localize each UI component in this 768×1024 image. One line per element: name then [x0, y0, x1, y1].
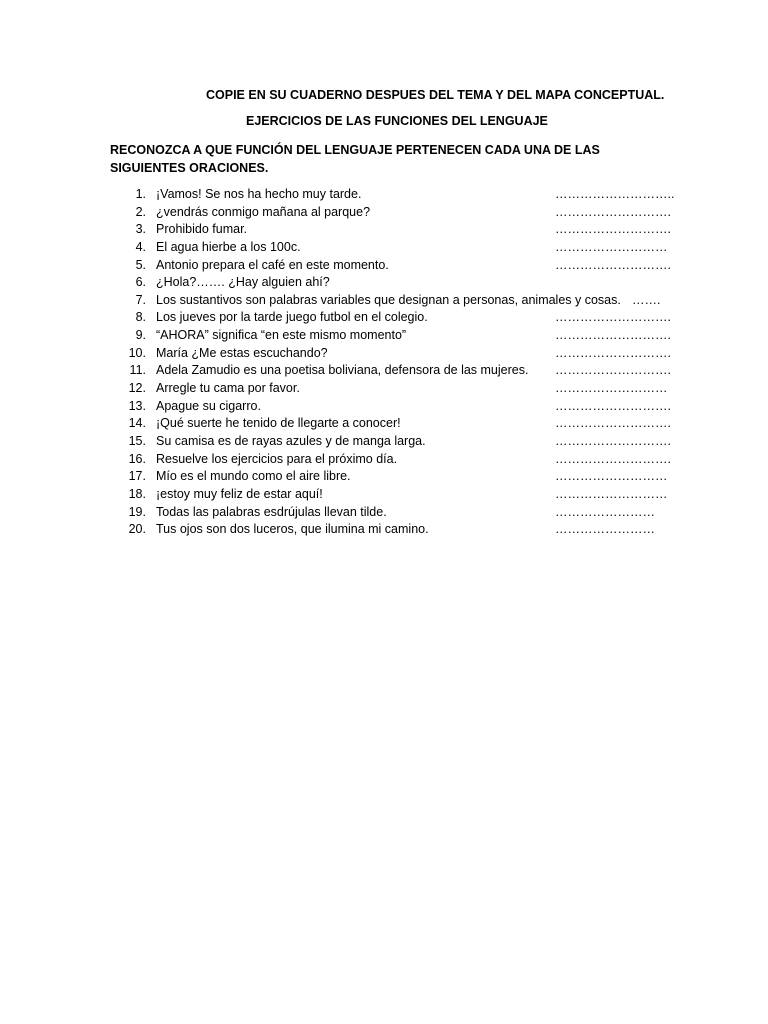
list-item [0, 362, 768, 380]
item-number: 16. [128, 451, 146, 466]
answer-blank: ………………………. [555, 257, 671, 272]
item-sentence: ¿Hola?……. ¿Hay alguien ahí? [156, 275, 330, 290]
item-sentence: Mío es el mundo como el aire libre. [156, 469, 351, 484]
document-subtitle: EJERCICIOS DE LAS FUNCIONES DEL LENGUAJE [246, 114, 548, 128]
exercise-list [0, 186, 768, 539]
answer-blank: ……. [632, 292, 661, 307]
item-sentence: María ¿Me estas escuchando? [156, 345, 328, 360]
list-item [0, 327, 768, 345]
answer-blank: ……………………….. [555, 187, 675, 201]
item-sentence: Su camisa es de rayas azules y de manga larga. [156, 433, 426, 448]
list-item [0, 204, 768, 222]
answer-blank: ……………………… [555, 486, 668, 501]
item-number: 18. [128, 486, 146, 501]
answer-blank: ……………………… [555, 381, 668, 396]
list-item [0, 239, 768, 257]
item-number: 1. [135, 187, 146, 201]
item-sentence: Todas las palabras esdrújulas llevan tilde. [156, 504, 387, 519]
item-number: 9. [135, 328, 146, 343]
item-number: 10. [128, 345, 146, 360]
item-number: 3. [135, 222, 146, 237]
item-number: 5. [135, 257, 146, 272]
list-item [0, 451, 768, 469]
list-item [0, 398, 768, 416]
item-sentence: Tus ojos son dos luceros, que ilumina mi camino. [156, 522, 429, 537]
answer-blank: …………………… [555, 522, 655, 537]
answer-blank: ………………………. [555, 416, 671, 431]
item-sentence: ¡Vamos! Se nos ha hecho muy tarde. [156, 187, 362, 201]
list-item [0, 433, 768, 451]
item-number: 7. [135, 292, 146, 307]
list-item [0, 380, 768, 398]
item-number: 15. [128, 433, 146, 448]
list-item [0, 486, 768, 504]
list-item [0, 415, 768, 433]
item-number: 14. [128, 416, 146, 431]
list-item [0, 309, 768, 327]
item-sentence: Los sustantivos son palabras variables que designan a personas, animales y cosas. [156, 292, 621, 307]
list-item [0, 468, 768, 486]
answer-blank: ………………………. [555, 451, 671, 466]
answer-blank: …………………… [555, 504, 655, 519]
answer-blank: ………………………. [555, 222, 671, 237]
item-sentence: Resuelve los ejercicios para el próximo día. [156, 451, 398, 466]
answer-blank: ………………………. [555, 398, 671, 413]
item-sentence: Antonio prepara el café en este momento. [156, 257, 389, 272]
item-number: 4. [135, 239, 146, 254]
item-sentence: ¡Qué suerte he tenido de llegarte a conocer! [156, 416, 401, 431]
answer-blank: ………………………. [555, 204, 671, 219]
answer-blank: ……………………… [555, 239, 668, 254]
list-item [0, 292, 768, 310]
item-number: 13. [128, 398, 146, 413]
item-sentence: “AHORA” significa “en este mismo momento” [156, 328, 407, 343]
list-item [0, 274, 768, 292]
item-sentence: ¿vendrás conmigo mañana al parque? [156, 204, 371, 219]
list-item [0, 221, 768, 239]
item-sentence: El agua hierbe a los 100c. [156, 239, 301, 254]
item-number: 19. [128, 504, 146, 519]
item-number: 12. [128, 381, 146, 396]
answer-blank: ………………………. [555, 328, 671, 343]
item-sentence: Arregle tu cama por favor. [156, 381, 300, 396]
item-number: 2. [135, 204, 146, 219]
item-sentence: Adela Zamudio es una poetisa boliviana, defensora de las mujeres. [156, 363, 529, 378]
answer-blank: ……………………… [555, 469, 668, 484]
item-sentence: Prohibido fumar. [156, 222, 248, 237]
list-item [0, 504, 768, 522]
list-item [0, 257, 768, 275]
item-sentence: Los jueves por la tarde juego futbol en el colegio. [156, 310, 428, 325]
instruction-text: RECONOZCA A QUE FUNCIÓN DEL LENGUAJE PERTENECEN CADA UNA DE LAS SIGUIENTES ORACIONES. [110, 143, 600, 175]
item-number: 17. [128, 469, 146, 484]
item-sentence: Apague su cigarro. [156, 398, 261, 413]
answer-blank: ………………………. [555, 433, 671, 448]
list-item [0, 521, 768, 539]
list-item [0, 186, 768, 204]
answer-blank: ………………………. [555, 363, 671, 378]
item-number: 20. [128, 522, 146, 537]
list-item [0, 345, 768, 363]
answer-blank: ………………………. [555, 345, 671, 360]
item-number: 8. [135, 310, 146, 325]
answer-blank: ………………………. [555, 310, 671, 325]
item-sentence: ¡estoy muy feliz de estar aquí! [156, 486, 323, 501]
document-title: COPIE EN SU CUADERNO DESPUES DEL TEMA Y DEL MAPA CONCEPTUAL. [206, 88, 665, 102]
item-number: 11. [129, 363, 146, 378]
item-number: 6. [135, 275, 146, 290]
